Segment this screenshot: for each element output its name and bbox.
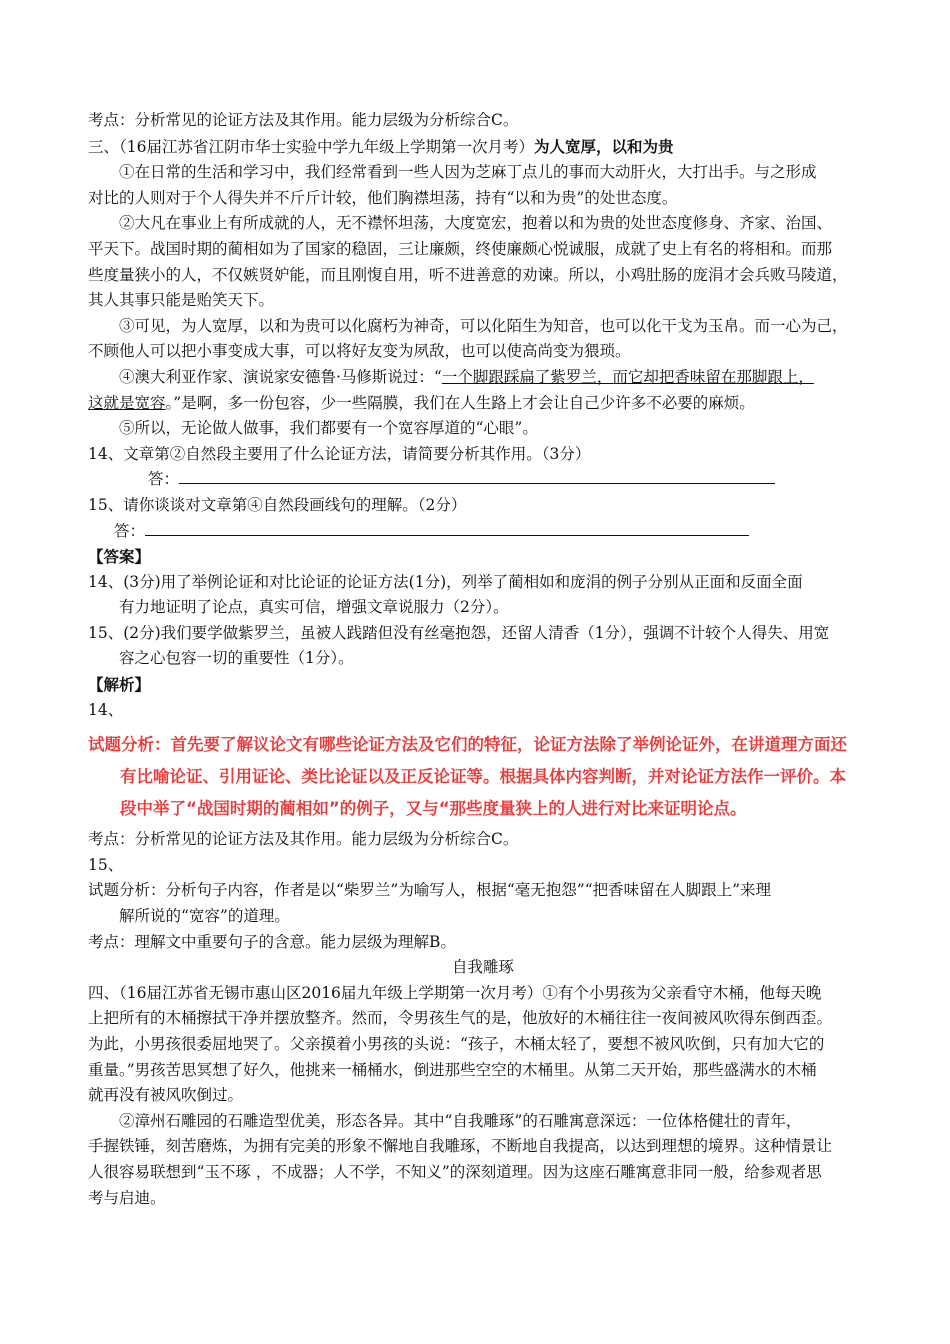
paragraph-line: ③可见，为人宽厚，以和为贵可以化腐朽为神奇，可以化陌生为知音，也可以化干戈为玉帛。而一心为己， [119, 316, 848, 335]
answer-label-heading: 【答案】 [88, 547, 151, 567]
paragraph-line: 重量。”男孩苦思冥想了好久，他挑来一桶桶水，倒进那些空空的木桶里。从第二天开始，那些盛满水的木桶 [88, 1060, 817, 1079]
quote-comment: 。”是啊，多一份包容，少一些隔膜，我们在人生路上才会让自己少许多不必要的麻烦。 [165, 393, 755, 412]
paragraph-line: ②大凡在事业上有所成就的人，无不襟怀坦荡，大度宽宏，抱着以和为贵的处世态度修身、齐家、治国、 [119, 214, 833, 233]
answer-blank[interactable] [179, 467, 775, 484]
paragraph-line: 就再没有被风吹倒过。 [88, 1086, 244, 1105]
underlined-sentence-end: 这就是宽容 [88, 393, 166, 412]
question-15: 15、请你谈谈对文章第④自然段画线句的理解。（2分） [88, 495, 467, 514]
answer-line-15 [88, 519, 878, 545]
paragraph-line: 四、（16届江苏省无锡市惠山区2016届九年级上学期第一次月考）①有个小男孩为父亲看守木桶，他每天晚 [88, 983, 822, 1002]
answer-15: 15、(2分)我们要学做紫罗兰，虽被人践踏但没有丝毫抱怨，还留人清香（1分），强调不计较个人得失、用宽 [88, 623, 830, 642]
paragraph-line: ②漳州石雕园的石雕造型优美，形态各异。其中“自我雕琢”的石雕寓意深远：一位体格健壮的青年， [119, 1111, 802, 1130]
document-page [88, 108, 878, 1211]
quote-intro: ④澳大利亚作家、演说家安德鲁·马修斯说过：“ [119, 367, 442, 386]
paragraph-line: 考与启迪。 [88, 1188, 166, 1207]
paragraph-line: 为此，小男孩很委屈地哭了。父亲摸着小男孩的头说：“孩子，木桶太轻了，要想不被风吹倒，只有加大它的 [88, 1035, 825, 1053]
paragraph-line: ⑤所以，无论做人做事，我们都要有一个宽容厚道的“心眼”。 [119, 419, 538, 438]
answer-label: 答： [148, 470, 180, 489]
kaodian-15: 考点：理解文中重要句子的含意。能力层级为理解B。 [88, 932, 456, 951]
paragraph-line [88, 365, 878, 391]
kaodian-line: 考点：分析常见的论证方法及其作用。能力层级为分析综合C。 [88, 111, 519, 129]
analysis-red-line: 有比喻论证、引用证论、类比论证以及正反论证等。根据具体内容判断，并对论证方法作一评价。本 [120, 767, 846, 787]
answer-blank[interactable] [145, 519, 749, 536]
paragraph-line: 其人其事只能是贻笑天下。 [88, 291, 275, 310]
question-14: 14、文章第②自然段主要用了什么论证方法，请简要分析其作用。（3分） [88, 444, 591, 463]
underlined-sentence: 一个脚跟踩扁了紫罗兰，而它却把香味留在那脚跟上， [441, 367, 814, 386]
analysis-red-line: 试题分析：首先要了解议论文有哪些论证方法及它们的特征，论证方法除了举例论证外，在讲道理方面还 [88, 735, 847, 755]
analysis-number-14: 14、 [88, 700, 124, 719]
analysis-15: 试题分析：分析句子内容，作者是以“柴罗兰”为喻写人，根据“毫无抱怨”“把香味留在人脚跟上”来理 [88, 881, 772, 900]
answer-14: 14、(3分)用了举例论证和对比论证的论证方法(1分)，列举了蔺相如和庞涓的例子分别从正面和反面全面 [88, 572, 803, 591]
answer-15-cont: 容之心包容一切的重要性（1分）。 [119, 649, 354, 668]
paragraph-line: 上把所有的木桶擦拭干净并摆放整齐。然而，令男孩生气的是，他放好的木桶往往一夜间被风吹得东倒西歪。 [88, 1009, 833, 1028]
paragraph-line: ①在日常的生活和学习中，我们经常看到一些人因为芝麻丁点儿的事而大动肝火，大打出手。与之形成 [119, 163, 817, 182]
answer-14-cont: 有力地证明了论点，真实可信，增强文章说服力（2分）。 [119, 598, 509, 617]
section3-heading-prefix: 三、（16届江苏省江阴市华士实验中学九年级上学期第一次月考） [88, 137, 534, 156]
paragraph-line [88, 391, 878, 417]
section4-title: 自我雕琢 [451, 958, 514, 977]
section3-heading [88, 134, 878, 161]
answer-line-14 [88, 467, 878, 493]
analysis-label: 【解析】 [88, 675, 151, 695]
paragraph-line: 人很容易联想到“玉不琢 ，不成器；人不学，不知义”的深刻道理。因为这座石雕寓意非同一般，给参观者思 [88, 1162, 822, 1181]
paragraph-line: 不顾他人可以把小事变成大事，可以将好友变为夙敌，也可以使高尚变为猥琐。 [88, 342, 631, 361]
analysis-number-15: 15、 [88, 855, 124, 874]
paragraph-line: 对比的人则对于个人得失并不斤斤计较，他们胸襟坦荡，持有“以和为贵”的处世态度。 [88, 188, 678, 207]
section3-title: 为人宽厚，以和为贵 [533, 136, 674, 156]
analysis-15-cont: 解所说的“宽容”的道理。 [119, 907, 290, 926]
analysis-red-block [88, 729, 878, 825]
answer-label: 答： [114, 521, 146, 540]
kaodian-14: 考点：分析常见的论证方法及其作用。能力层级为分析综合C。 [88, 830, 519, 849]
analysis-red-line: 段中举了“战国时期的蔺相如”的例子，又与“那些度量狭上的人进行对比来证明论点。 [120, 799, 747, 819]
paragraph-line: 平天下。战国时期的蔺相如为了国家的稳固，三让廉颇，终使廉颇心悦诚服，成就了史上有名的将相和。而那 [88, 239, 833, 258]
paragraph-line: 些度量狭小的人，不仅嫉贤妒能，而且刚愎自用，听不进善意的劝谏。所以，小鸡肚肠的庞涓才会兵败马陵道， [88, 265, 848, 284]
paragraph-line: 手握铁锤，刻苦磨炼，为拥有完美的形象不懈地自我雕琢，不断地自我提高，以达到理想的境界。这种情景让 [88, 1137, 833, 1156]
